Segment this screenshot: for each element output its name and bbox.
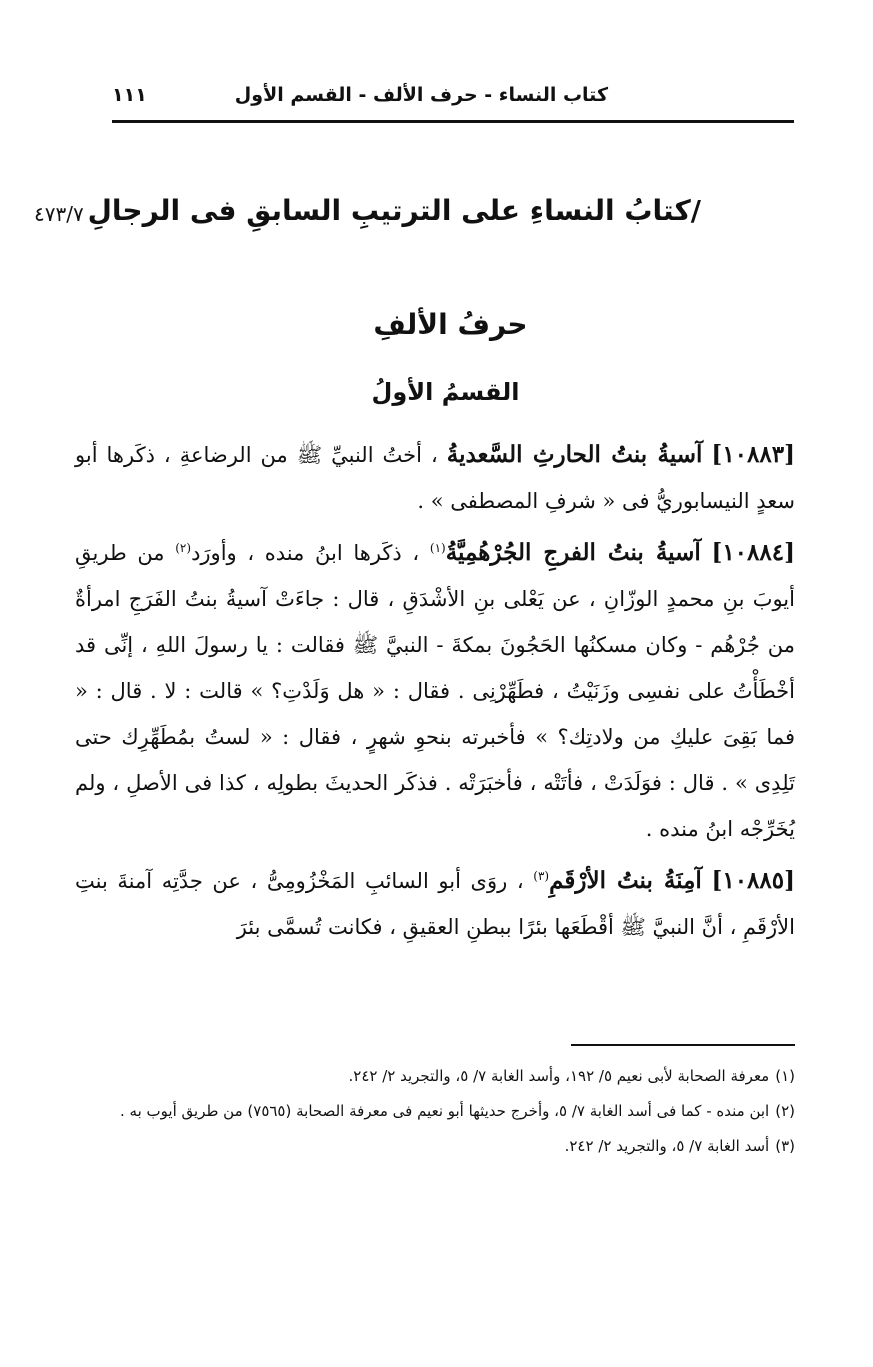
page-number: ١١١ <box>112 84 147 106</box>
footnote-1 <box>75 1062 795 1091</box>
footnote-label: (١) <box>775 1067 795 1085</box>
footnote-text: ابن منده - كما فى أسد الغابة ٧/ ٥، وأخرج حديثها أبو نعيم فى معرفة الصحابة (٧٥٦٥) من طريق أيوب به . <box>120 1102 770 1120</box>
entry-10884 <box>75 530 795 852</box>
footnote-text: معرفة الصحابة لأبى نعيم ٥/ ١٩٢، وأسد الغابة ٧/ ٥، والتجريد ٢/ ٢٤٢. <box>348 1067 770 1085</box>
footnote-marker[interactable]: (٢) <box>175 541 192 555</box>
running-title: كتاب النساء - حرف الألف - القسم الأول <box>234 84 608 106</box>
entry-number: [١٠٨٨٥] <box>711 867 796 894</box>
entry-text: من طريقِ أيوبَ بنِ محمدٍ الوزّانِ ، عن يَعْلى بنِ الأشْدَقِ ، قال : جاءَتْ آسيةُ بنتُ الفَرَجِ امرأةٌ من جُرْهُم - وكان مسكنُها الحَجُونَ بمكةَ - النبيَّ ﷺ فقالت : يا رسولَ اللهِ ، إنِّى قد أخْطَأْتُ على نفسِى وزَنَيْتُ ، فطَهِّرْنِى . فقال : « هل وَلَدْتِ؟ » قالت : لا . قال : « فما بَقِىَ عليكِ من ولادتِك؟ » فأخبرته بنحوِ شهرٍ ، فقال : « لستُ بمُطَهِّرِك حتى تَلِدِى » . قال : فوَلَدَتْ ، فأتَتْه ، فأخبَرَتْه . فذكَر الحديثَ بطولِه ، كذا فى الأصلِ ، ولم يُخَرِّجْه ابنُ منده . <box>75 541 795 841</box>
entry-name: آمِنَةُ بنتُ الأرْقَمِ <box>549 867 702 894</box>
footnote-marker[interactable]: (٣) <box>533 869 550 883</box>
footnote-label: (٣) <box>775 1137 795 1155</box>
entry-10883 <box>75 432 795 524</box>
footnote-3 <box>75 1132 795 1161</box>
footnote-rule <box>571 1044 795 1046</box>
part-heading: القسمُ الأولُ <box>371 378 520 406</box>
footnote-label: (٢) <box>775 1102 795 1120</box>
running-header <box>112 84 793 114</box>
footnote-2 <box>75 1097 795 1126</box>
footnote-text: أسد الغابة ٧/ ٥، والتجريد ٢/ ٢٤٢. <box>564 1137 770 1155</box>
body-text <box>75 432 795 956</box>
entry-number: [١٠٨٨٤] <box>711 539 795 566</box>
entry-10885 <box>75 858 795 950</box>
footnotes <box>75 1062 795 1167</box>
book-title: /كتابُ النساءِ على الترتيبِ السابقِ فى الرجالِ <box>87 194 701 227</box>
footnote-marker[interactable]: (١) <box>429 541 446 555</box>
volume-reference: ٤٧٣/٧ <box>34 202 84 226</box>
entry-name: آسيةُ بنتُ الفرجِ الجُرْهُمِيَّةُ <box>445 539 701 566</box>
entry-text: ، ذكَرها ابنُ منده ، وأورَد <box>191 541 420 565</box>
entry-name: آسيةُ بنتُ الحارثِ السَّعديةُ <box>446 441 703 468</box>
entry-text: ، أختُ النبيِّ ﷺ من الرضاعةِ ، ذكَرها أبو سعدٍ النيسابوريُّ فى « شرفِ المصطفى » . <box>75 443 795 513</box>
entry-text: ، روَى أبو السائبِ المَخْزُومِىُّ ، عن جدَّتِه آمنةَ بنتِ الأرْقَمِ ، أنَّ النبيَّ ﷺ أقْطَعَها بئرًا ببطنِ العقيقِ ، فكانت تُسمَّى بئرَ <box>75 869 795 939</box>
entry-number: [١٠٨٨٣] <box>711 441 795 468</box>
header-rule <box>112 120 794 123</box>
letter-heading: حرفُ الألفِ <box>373 308 528 341</box>
